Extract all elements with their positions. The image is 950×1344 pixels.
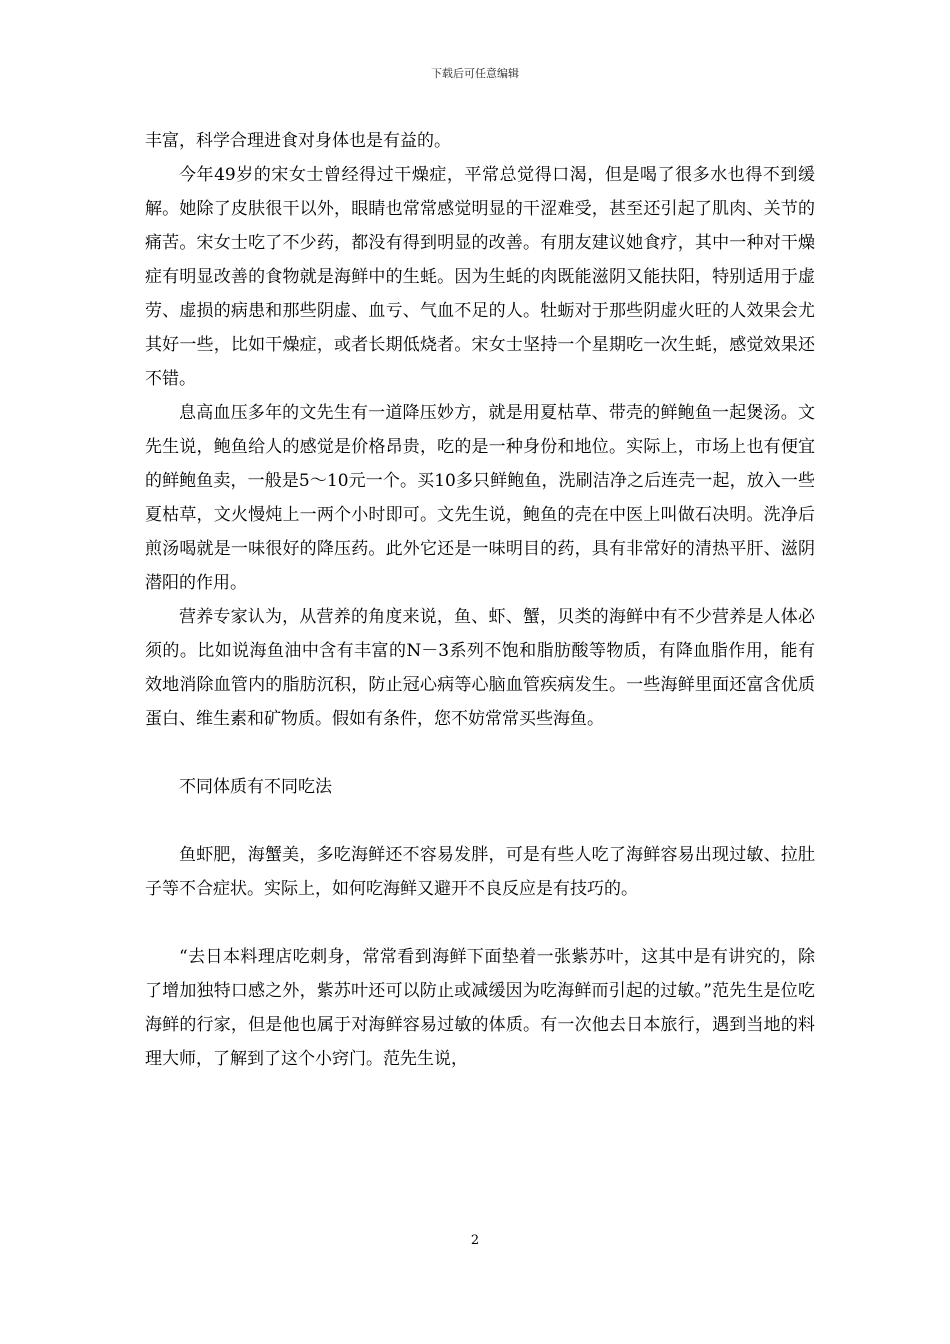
paragraph-song-case: 今年49岁的宋女士曾经得过干燥症，平常总觉得口渴，但是喝了很多水也得不到缓解。她除了皮肤很干以外，眼睛也常常感觉明显的干涩难受，甚至还引起了肌肉、关节的痛苦。宋女士吃了不少药，都没有得到明显的改善。有朋友建议她食疗，其中一种对干燥症有明显改善的食物就是海鲜中的生蚝。因为生蚝的肉既能滋阴又能扶阳，特别适用于虚劳、虚损的病患和那些阴虚、血亏、气血不足的人。牡蛎对于那些阴虚火旺的人效果会尤其好一些，比如干燥症，或者长期低烧者。宋女士坚持一个星期吃一次生蚝，感觉效果还不错。 (145, 165, 815, 389)
blank-line (145, 906, 815, 940)
paragraph-nutrition-expert: 营养专家认为，从营养的角度来说，鱼、虾、蟹，贝类的海鲜中有不少营养是人体必须的。比如说海鱼油中含有丰富的N－3系列不饱和脂肪酸等物质，有降血脂作用，能有效地消除血管内的脂肪沉积，防止冠心病等心脑血管疾病发生。一些海鲜里面还富含优质蛋白、维生素和矿物质。假如有条件，您不妨常常买些海鱼。 (145, 607, 815, 729)
paragraph-wen-case: 息高血压多年的文先生有一道降压妙方，就是用夏枯草、带壳的鲜鲍鱼一起煲汤。文先生说，鲍鱼给人的感觉是价格昂贵，吃的是一种身份和地位。实际上，市场上也有便宜的鲜鲍鱼卖，一般是5～10元一个。买10多只鲜鲍鱼，洗刷洁净之后连壳一起，放入一些夏枯草，文火慢炖上一两个小时即可。文先生说，鲍鱼的壳在中医上叫做石决明。洗净后煎汤喝就是一味很好的降压药。此外它还是一味明目的药，具有非常好的清热平肝、滋阴潜阳的作用。 (145, 403, 815, 593)
paragraph-fan-case: “去日本料理店吃刺身，常常看到海鲜下面垫着一张紫苏叶，这其中是有讲究的，除了增加独特口感之外，紫苏叶还可以防止或减缓因为吃海鲜而引起的过敏。”范先生是位吃海鲜的行家，但是他也属于对海鲜容易过敏的体质。有一次他去日本旅行，遇到当地的料理大师，了解到了这个小窍门。范先生说， (145, 947, 815, 1069)
paragraph-intro-eating: 鱼虾肥，海蟹美，多吃海鲜还不容易发胖，可是有些人吃了海鲜容易出现过敏、拉肚子等不合症状。实际上，如何吃海鲜又避开不良反应是有技巧的。 (145, 845, 815, 899)
document-body (145, 124, 815, 1076)
paragraph-continuation: 丰富，科学合理进食对身体也是有益的。 (145, 131, 451, 151)
blank-line (145, 804, 815, 838)
section-heading: 不同体质有不同吃法 (179, 777, 332, 797)
page-number: 2 (470, 1233, 480, 1248)
page-header: 下载后可任意编辑 (431, 67, 519, 80)
blank-line (145, 736, 815, 770)
